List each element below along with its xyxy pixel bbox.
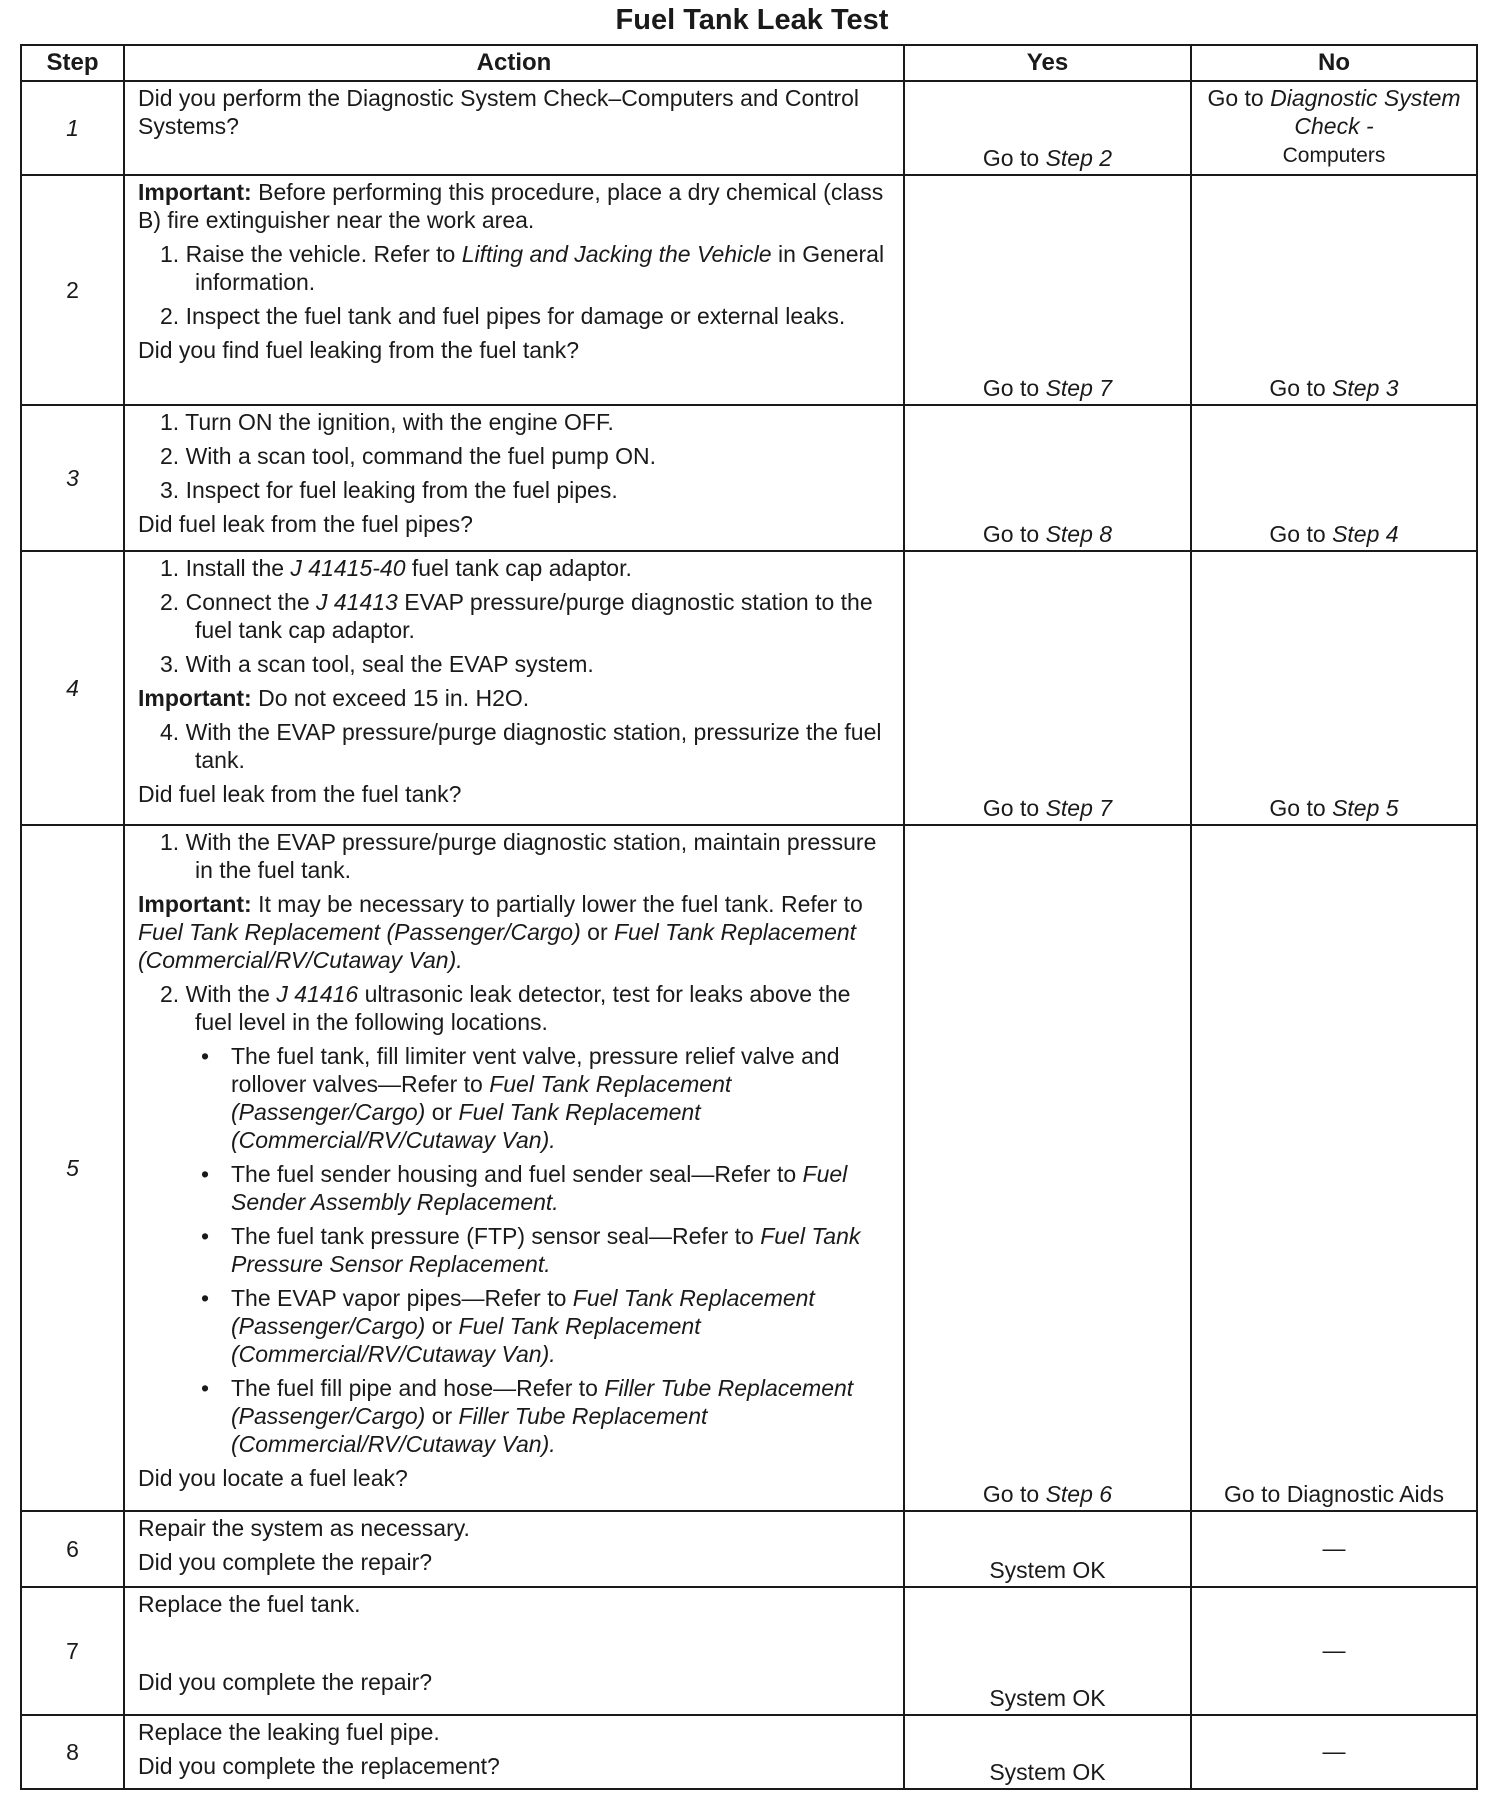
bullet-item: • The fuel tank, fill limiter vent valve, pressure relief valve and rollover valves—Refer to Fuel Tank Replacement (Passenger/Cargo) or Fuel Tank Replacement (Commercial/RV/Cutaway Van).	[201, 1043, 840, 1153]
step-link[interactable]: Step 2	[1045, 145, 1113, 171]
bullet-item: • The EVAP vapor pipes—Refer to Fuel Tank Replacement (Passenger/Cargo) or Fuel Tank Replacement (Commercial/RV/Cutaway Van).	[201, 1285, 815, 1367]
action-cell	[124, 1715, 904, 1789]
yes-cell: Go to Step 7	[904, 175, 1191, 405]
yes-cell: Go to Step 6	[904, 825, 1191, 1511]
header-step: Step	[21, 45, 124, 81]
bullet-item: • The fuel sender housing and fuel sender seal—Refer to Fuel Sender Assembly Replacement.	[201, 1161, 848, 1215]
step-number: 1	[21, 81, 124, 175]
yes-cell: Go to Step 2	[904, 81, 1191, 175]
action-cell	[124, 1587, 904, 1715]
step-number: 2	[21, 175, 124, 405]
bullet-item: • The fuel fill pipe and hose—Refer to Filler Tube Replacement (Passenger/Cargo) or Filler Tube Replacement (Commercial/RV/Cutaway Van).	[201, 1375, 854, 1457]
table-header-row	[21, 45, 1477, 81]
question-text: Did you complete the repair?	[138, 1669, 433, 1695]
reference-link[interactable]: Fuel Tank Replacement (Commercial/RV/Cutaway Van).	[231, 1099, 701, 1153]
reference-link[interactable]: Fuel Tank Pressure Sensor Replacement.	[231, 1223, 861, 1277]
step-link[interactable]: Step 7	[1045, 375, 1113, 401]
no-cell: —	[1191, 1587, 1477, 1715]
step-link[interactable]: Step 8	[1045, 521, 1113, 547]
reference-link[interactable]: Fuel Tank Replacement (Commercial/RV/Cutaway Van).	[231, 1313, 701, 1367]
list-item: 1. With the EVAP pressure/purge diagnostic station, maintain pressure in the fuel tank.	[160, 829, 877, 883]
no-cell: Go to Step 5	[1191, 551, 1477, 825]
table-row	[21, 1511, 1477, 1587]
bullet-icon: •	[201, 1161, 210, 1187]
yes-cell: System OK	[904, 1587, 1191, 1715]
reference-link[interactable]: Lifting and Jacking the Vehicle	[461, 241, 772, 267]
action-cell	[124, 825, 904, 1511]
question-text: Did you locate a fuel leak?	[138, 1465, 408, 1491]
no-cell: —	[1191, 1511, 1477, 1587]
step-number: 3	[21, 405, 124, 551]
table-row	[21, 825, 1477, 1511]
list-item: 2. With a scan tool, command the fuel pump ON.	[160, 443, 657, 469]
fuel-tank-leak-test-table	[20, 44, 1478, 1790]
reference-link[interactable]: Fuel Tank Replacement (Commercial/RV/Cutaway Van).	[138, 919, 857, 973]
action-cell	[124, 551, 904, 825]
no-cell: Go to Step 4	[1191, 405, 1477, 551]
step-link[interactable]: Step 3	[1332, 375, 1399, 401]
bullet-icon: •	[201, 1223, 210, 1249]
reference-link[interactable]: Fuel Tank Replacement (Passenger/Cargo)	[138, 919, 581, 945]
reference-link[interactable]: Filler Tube Replacement (Commercial/RV/Cutaway Van).	[231, 1403, 708, 1457]
step-number: 5	[21, 825, 124, 1511]
list-item: 3. With a scan tool, seal the EVAP system.	[160, 651, 594, 677]
question-text: Did you complete the replacement?	[138, 1753, 500, 1779]
question-text: Did fuel leak from the fuel tank?	[138, 781, 462, 807]
reference-link[interactable]: Fuel Sender Assembly Replacement.	[231, 1161, 848, 1215]
header-no: No	[1191, 45, 1477, 81]
important-note: Important: Before performing this procedure, place a dry chemical (class B) fire extinguisher near the work area.	[138, 179, 884, 233]
question-text: Did you complete the repair?	[138, 1549, 433, 1575]
header-yes: Yes	[904, 45, 1191, 81]
important-note: Important: It may be necessary to partially lower the fuel tank. Refer to Fuel Tank Replacement (Passenger/Cargo) or Fuel Tank Replacement (Commercial/RV/Cutaway Van).	[138, 891, 863, 973]
list-item: 4. With the EVAP pressure/purge diagnostic station, pressurize the fuel tank.	[160, 719, 882, 773]
no-cell	[1191, 825, 1477, 1511]
table-row	[21, 175, 1477, 405]
header-action: Action	[124, 45, 904, 81]
bullet-icon: •	[201, 1285, 210, 1311]
action-text: Repair the system as necessary.	[138, 1515, 470, 1541]
table-row	[21, 405, 1477, 551]
list-item: 1. Turn ON the ignition, with the engine OFF.	[160, 409, 614, 435]
step-number: 6	[21, 1511, 124, 1587]
diagnostic-system-check-link[interactable]: Diagnostic System Check -	[1270, 85, 1461, 139]
tool-reference: J 41416	[276, 981, 359, 1007]
list-item: 2. With the J 41416 ultrasonic leak detector, test for leaks above the fuel level in the following locations.	[160, 981, 851, 1035]
step-number: 8	[21, 1715, 124, 1789]
table-row	[21, 81, 1477, 175]
yes-cell: Go to Step 8	[904, 405, 1191, 551]
yes-cell: System OK	[904, 1715, 1191, 1789]
table-row	[21, 1715, 1477, 1789]
reference-link[interactable]: Filler Tube Replacement (Passenger/Cargo)	[231, 1375, 854, 1429]
yes-cell: Go to Step 7	[904, 551, 1191, 825]
yes-cell: System OK	[904, 1511, 1191, 1587]
table-row	[21, 1587, 1477, 1715]
action-cell	[124, 1511, 904, 1587]
list-item: 2. Inspect the fuel tank and fuel pipes for damage or external leaks.	[160, 303, 846, 329]
action-text: Replace the leaking fuel pipe.	[138, 1719, 440, 1745]
action-text: Did you perform the Diagnostic System Check–Computers and Control Systems?	[138, 85, 859, 139]
list-item: 3. Inspect for fuel leaking from the fuel pipes.	[160, 477, 618, 503]
action-cell	[124, 175, 904, 405]
bullet-item: • The fuel tank pressure (FTP) sensor seal—Refer to Fuel Tank Pressure Sensor Replacement.	[201, 1223, 861, 1277]
question-text: Did you find fuel leaking from the fuel tank?	[138, 337, 580, 363]
list-item: 1. Install the J 41415-40 fuel tank cap adaptor.	[160, 555, 632, 581]
action-cell	[124, 81, 904, 175]
spacer	[138, 1624, 893, 1668]
step-link[interactable]: Step 5	[1332, 795, 1399, 821]
no-cell: Go to Step 3	[1191, 175, 1477, 405]
list-item: 1. Raise the vehicle. Refer to Lifting and Jacking the Vehicle in General information.	[160, 241, 885, 295]
action-text: Replace the fuel tank.	[138, 1591, 361, 1617]
page-title: Fuel Tank Leak Test	[615, 4, 889, 36]
table-row	[21, 551, 1477, 825]
step-number: 7	[21, 1587, 124, 1715]
tool-reference: J 41413	[316, 589, 398, 615]
reference-link[interactable]: Fuel Tank Replacement (Passenger/Cargo)	[231, 1285, 815, 1339]
step-number: 4	[21, 551, 124, 825]
tool-reference: J 41415-40	[290, 555, 406, 581]
step-link[interactable]: Step 7	[1045, 795, 1113, 821]
question-text: Did fuel leak from the fuel pipes?	[138, 511, 473, 537]
diagnostic-aids-link[interactable]: Go to Diagnostic Aids	[1224, 1481, 1444, 1507]
bullet-icon: •	[201, 1375, 210, 1401]
no-cell: —	[1191, 1715, 1477, 1789]
bullet-icon: •	[201, 1043, 210, 1069]
action-cell	[124, 405, 904, 551]
reference-link[interactable]: Fuel Tank Replacement (Passenger/Cargo)	[231, 1071, 732, 1125]
no-cell: Go to Diagnostic System Check - Computers	[1191, 81, 1477, 175]
important-note: Important: Do not exceed 15 in. H2O.	[138, 685, 530, 711]
step-link[interactable]: Step 4	[1332, 521, 1399, 547]
list-item: 2. Connect the J 41413 EVAP pressure/purge diagnostic station to the fuel tank cap adaptor.	[160, 589, 873, 643]
step-link[interactable]: Step 6	[1045, 1481, 1113, 1507]
